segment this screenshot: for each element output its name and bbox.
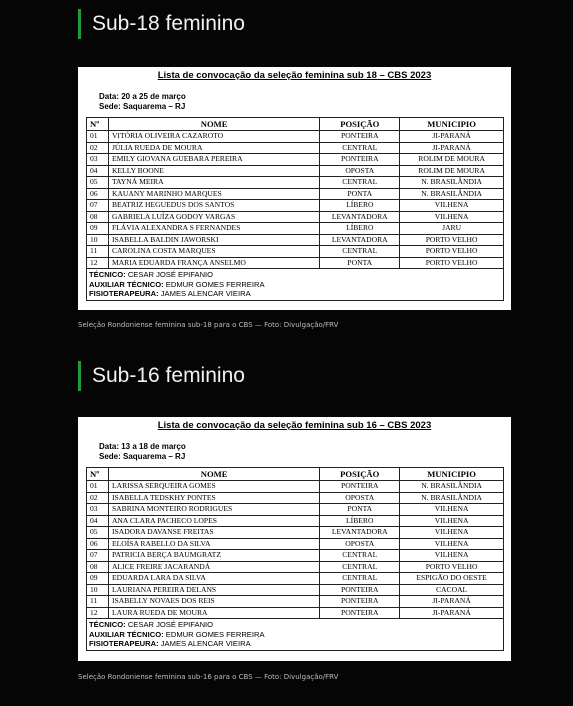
- cell-name: VITÓRIA OLIVEIRA CAZAROTO: [108, 131, 319, 143]
- cell-number: 10: [87, 584, 109, 596]
- cell-municipality: ROLIM DE MOURA: [400, 165, 504, 177]
- date-line: Data: 20 a 25 de março: [99, 92, 186, 101]
- table-header-row: [87, 118, 504, 131]
- cell-position: PONTEIRA: [320, 596, 400, 608]
- cell-name: PATRICIA BERÇA BAUMGRATZ: [108, 550, 319, 562]
- staff-role: AUXILIAR TÉCNICO:: [89, 629, 164, 639]
- cell-number: 12: [87, 257, 109, 269]
- cell-number: 12: [87, 607, 109, 619]
- cell-number: 10: [87, 234, 109, 246]
- table-row: [87, 492, 504, 504]
- cell-name: KAUANY MARINHO MARQUES: [108, 188, 319, 200]
- cell-number: 06: [87, 188, 109, 200]
- table-row: [87, 538, 504, 550]
- roster-table: [86, 467, 504, 619]
- table-row: [87, 246, 504, 258]
- table-row: [87, 481, 504, 493]
- table-row: [87, 504, 504, 516]
- cell-name: ISABELLA BALDIN JAWORSKI: [108, 234, 319, 246]
- cell-municipality: PORTO VELHO: [400, 561, 504, 573]
- column-header-municipality: MUNICIPIO: [400, 468, 504, 481]
- cell-name: GABRIELA LUÍZA GODOY VARGAS: [108, 211, 319, 223]
- staff-name: JAMES ALENCAR VIEIRA: [160, 289, 251, 298]
- table-row: [87, 188, 504, 200]
- image-caption-sub16: Seleção Rondoniense feminina sub-16 para o CBS — Foto: Divulgação/FRV: [78, 673, 339, 681]
- cell-name: ISABELLA TEDSKHY PONTES: [108, 492, 319, 504]
- cell-position: PONTA: [320, 257, 400, 269]
- staff-role: AUXILIAR TÉCNICO:: [89, 279, 164, 289]
- cell-name: FLÁVIA ALEXANDRA S FERNANDES: [108, 223, 319, 235]
- staff-line: [89, 289, 501, 299]
- staff-role: TÉCNICO:: [89, 270, 126, 279]
- table-row: [87, 154, 504, 166]
- cell-name: ALICE FREIRE JACARANDÁ: [108, 561, 319, 573]
- cell-name: ISABELLY NOVAES DOS REIS: [108, 596, 319, 608]
- table-row: [87, 177, 504, 189]
- cell-municipality: JARU: [400, 223, 504, 235]
- cell-municipality: PORTO VELHO: [400, 257, 504, 269]
- cell-number: 03: [87, 504, 109, 516]
- cell-name: KELLY BOONE: [108, 165, 319, 177]
- table-row: [87, 211, 504, 223]
- cell-municipality: N. BRASILÂNDIA: [400, 492, 504, 504]
- table-row: [87, 596, 504, 608]
- cell-number: 04: [87, 515, 109, 527]
- cell-number: 04: [87, 165, 109, 177]
- cell-number: 01: [87, 131, 109, 143]
- staff-role: FISIOTERAPEURA:: [89, 289, 159, 298]
- section-heading-sub16: Sub-16 feminino: [78, 361, 245, 391]
- cell-position: OPOSTA: [320, 165, 400, 177]
- cell-number: 01: [87, 481, 109, 493]
- cell-position: CENTRAL: [320, 550, 400, 562]
- cell-municipality: N. BRASILÂNDIA: [400, 188, 504, 200]
- roster-image-sub16: [78, 417, 511, 661]
- cell-number: 05: [87, 527, 109, 539]
- staff-name: EDMUR GOMES FERREIRA: [165, 279, 265, 289]
- cell-number: 11: [87, 596, 109, 608]
- cell-number: 11: [87, 246, 109, 258]
- table-row: [87, 234, 504, 246]
- date-line: Data: 13 a 18 de março: [99, 442, 186, 451]
- table-row: [87, 165, 504, 177]
- cell-number: 07: [87, 550, 109, 562]
- staff-block: [86, 619, 504, 651]
- cell-name: ELOÍSA RABELLO DA SILVA: [108, 538, 319, 550]
- cell-position: PONTEIRA: [320, 607, 400, 619]
- column-header-name: NOME: [108, 118, 319, 131]
- cell-number: 05: [87, 177, 109, 189]
- cell-position: CENTRAL: [320, 561, 400, 573]
- cell-position: CENTRAL: [320, 246, 400, 258]
- table-row: [87, 584, 504, 596]
- column-header-name: NOME: [108, 468, 319, 481]
- venue-line: Sede: Saquarema – RJ: [99, 102, 186, 111]
- cell-name: ISADORA DAVANSE FREITAS: [108, 527, 319, 539]
- cell-number: 08: [87, 211, 109, 223]
- cell-municipality: CACOAL: [400, 584, 504, 596]
- table-row: [87, 561, 504, 573]
- cell-number: 02: [87, 142, 109, 154]
- cell-position: PONTA: [320, 188, 400, 200]
- staff-block: [86, 269, 504, 301]
- cell-position: LÍBERO: [320, 515, 400, 527]
- column-header-position: POSIÇÃO: [320, 468, 400, 481]
- cell-number: 03: [87, 154, 109, 166]
- cell-number: 07: [87, 200, 109, 212]
- staff-name: JAMES ALENCAR VIEIRA: [160, 639, 251, 648]
- staff-name: CESAR JOSÉ EPIFANIO: [127, 270, 214, 279]
- cell-municipality: ROLIM DE MOURA: [400, 154, 504, 166]
- cell-municipality: VILHENA: [400, 550, 504, 562]
- cell-name: EMILY GIOVANA GUEBARA PEREIRA: [108, 154, 319, 166]
- cell-name: LARISSA SERQUEIRA GOMES: [108, 481, 319, 493]
- column-header-position: POSIÇÃO: [320, 118, 400, 131]
- cell-number: 02: [87, 492, 109, 504]
- cell-position: PONTEIRA: [320, 584, 400, 596]
- table-row: [87, 515, 504, 527]
- cell-number: 09: [87, 573, 109, 585]
- cell-name: MARIA EDUARDA FRANÇA ANSELMO: [108, 257, 319, 269]
- staff-name: EDMUR GOMES FERREIRA: [165, 629, 265, 639]
- cell-position: LÍBERO: [320, 223, 400, 235]
- cell-municipality: JI-PARANÁ: [400, 596, 504, 608]
- cell-position: PONTEIRA: [320, 154, 400, 166]
- cell-municipality: JI-PARANÁ: [400, 607, 504, 619]
- staff-line: [89, 630, 501, 640]
- cell-number: 09: [87, 223, 109, 235]
- cell-position: PONTA: [320, 504, 400, 516]
- cell-municipality: VILHENA: [400, 527, 504, 539]
- cell-municipality: ESPIGÃO DO OESTE: [400, 573, 504, 585]
- table-header-row: [87, 468, 504, 481]
- cell-position: LÍBERO: [320, 200, 400, 212]
- staff-line: [89, 280, 501, 290]
- table-row: [87, 527, 504, 539]
- cell-municipality: VILHENA: [400, 515, 504, 527]
- table-row: [87, 223, 504, 235]
- table-row: [87, 131, 504, 143]
- table-row: [87, 550, 504, 562]
- venue-line: Sede: Saquarema – RJ: [99, 452, 186, 461]
- cell-position: PONTEIRA: [320, 481, 400, 493]
- section-heading-sub18: Sub-18 feminino: [78, 9, 245, 39]
- document-title: Lista de convocação da seleção feminina sub 18 – CBS 2023: [157, 70, 432, 81]
- column-header-number: Nº: [87, 468, 109, 481]
- cell-position: OPOSTA: [320, 492, 400, 504]
- cell-name: JÚLIA RUEDA DE MOURA: [108, 142, 319, 154]
- cell-position: LEVANTADORA: [320, 211, 400, 223]
- cell-name: LAURIANA PEREIRA DELANS: [108, 584, 319, 596]
- staff-role: FISIOTERAPEURA:: [89, 639, 159, 648]
- cell-position: CENTRAL: [320, 573, 400, 585]
- cell-municipality: PORTO VELHO: [400, 246, 504, 258]
- cell-name: EDUARDA LARA DA SILVA: [108, 573, 319, 585]
- cell-number: 06: [87, 538, 109, 550]
- image-caption-sub18: Seleção Rondoniense feminina sub-18 para o CBS — Foto: Divulgação/FRV: [78, 321, 339, 329]
- cell-municipality: JI-PARANÁ: [400, 131, 504, 143]
- cell-name: ANA CLARA PACHECO LOPES: [108, 515, 319, 527]
- cell-municipality: VILHENA: [400, 211, 504, 223]
- cell-position: CENTRAL: [320, 142, 400, 154]
- table-row: [87, 257, 504, 269]
- cell-name: BEATRIZ HEGUEDUS DOS SANTOS: [108, 200, 319, 212]
- cell-municipality: VILHENA: [400, 504, 504, 516]
- cell-municipality: N. BRASILÂNDIA: [400, 177, 504, 189]
- cell-municipality: VILHENA: [400, 200, 504, 212]
- table-row: [87, 142, 504, 154]
- cell-municipality: JI-PARANÁ: [400, 142, 504, 154]
- cell-name: LAURA RUEDA DE MOURA: [108, 607, 319, 619]
- staff-line: [89, 620, 501, 630]
- cell-name: CAROLINA COSTA MARQUES: [108, 246, 319, 258]
- roster-table: [86, 117, 504, 269]
- staff-role: TÉCNICO:: [89, 620, 126, 629]
- cell-name: TAYNÁ MEIRA: [108, 177, 319, 189]
- cell-municipality: PORTO VELHO: [400, 234, 504, 246]
- cell-number: 08: [87, 561, 109, 573]
- cell-position: OPOSTA: [320, 538, 400, 550]
- column-header-municipality: MUNICIPIO: [400, 118, 504, 131]
- cell-name: SABRINA MONTEIRO RODRIGUES: [108, 504, 319, 516]
- cell-position: LEVANTADORA: [320, 234, 400, 246]
- staff-line: [89, 639, 501, 649]
- table-row: [87, 607, 504, 619]
- cell-position: PONTEIRA: [320, 131, 400, 143]
- cell-municipality: VILHENA: [400, 538, 504, 550]
- table-row: [87, 200, 504, 212]
- cell-position: LEVANTADORA: [320, 527, 400, 539]
- cell-municipality: N. BRASILÂNDIA: [400, 481, 504, 493]
- column-header-number: Nº: [87, 118, 109, 131]
- document-title: Lista de convocação da seleção feminina sub 16 – CBS 2023: [157, 420, 432, 431]
- roster-image-sub18: [78, 67, 511, 310]
- staff-name: CESAR JOSÉ EPIFANIO: [127, 620, 214, 629]
- staff-line: [89, 270, 501, 280]
- cell-position: CENTRAL: [320, 177, 400, 189]
- table-row: [87, 573, 504, 585]
